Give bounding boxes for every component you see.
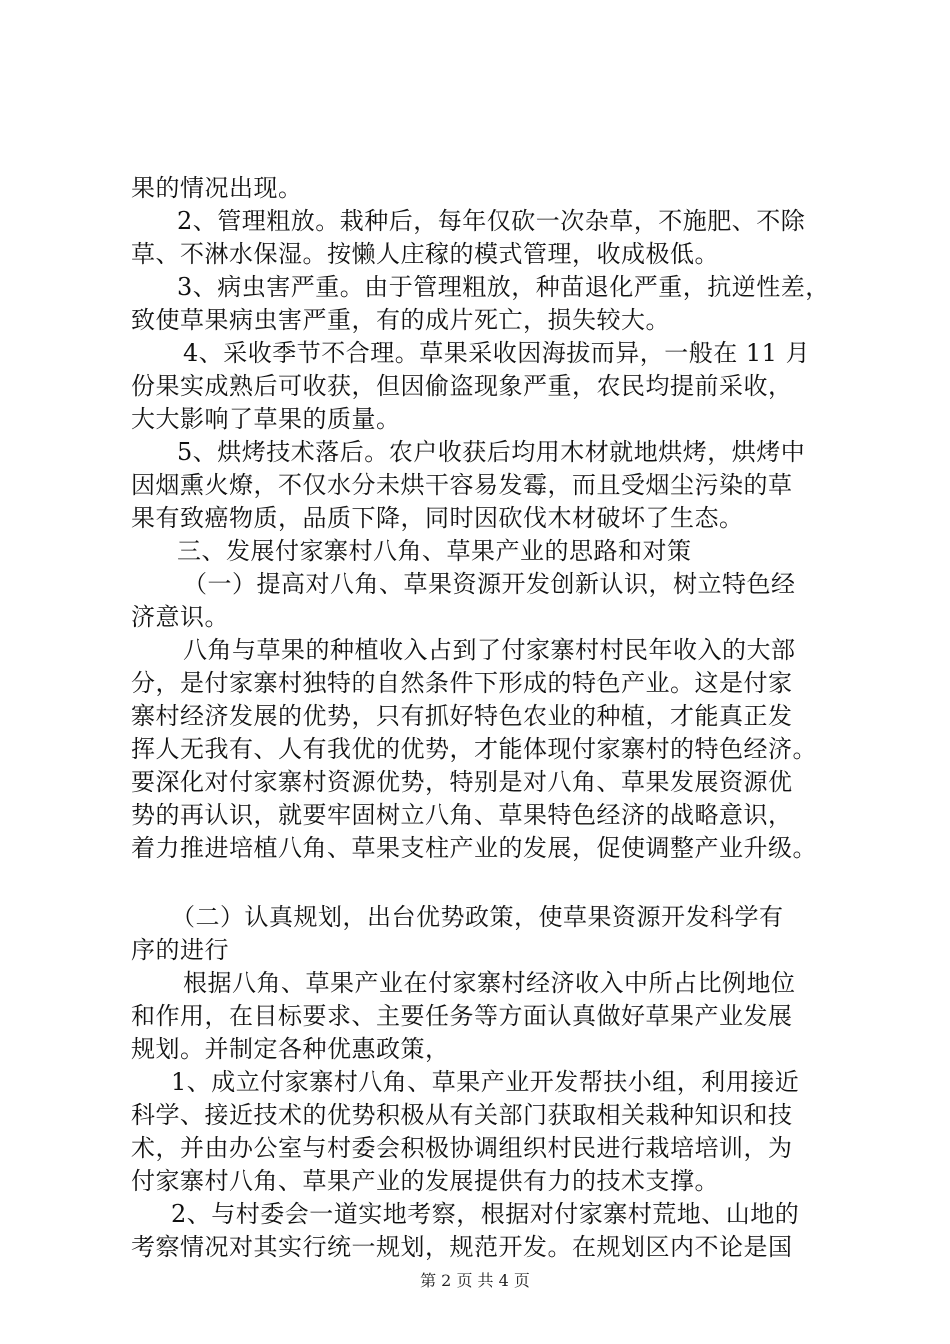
text-line: 致使草果病虫害严重，有的成片死亡，损失较大。 [131,306,670,334]
text-line: 因烟熏火燎，不仅水分未烘干容易发霉，而且受烟尘污染的草 [131,471,793,499]
text-line: 三、发展付家寨村八角、草果产业的思路和对策 [177,537,692,565]
text-line: 草、不淋水保湿。按懒人庄稼的模式管理，收成极低。 [131,240,719,268]
text-line: 要深化对付家寨村资源优势，特别是对八角、草果发展资源优 [131,768,793,796]
text-line: 果的情况出现。 [131,174,303,202]
text-line: 1、成立付家寨村八角、草果产业开发帮扶小组，利用接近 [171,1068,800,1096]
text-line: 2、管理粗放。栽种后，每年仅砍一次杂草，不施肥、不除 [177,207,806,235]
text-line: 和作用，在目标要求、主要任务等方面认真做好草果产业发展 [131,1002,793,1030]
paragraph-gap [131,865,836,901]
text-line: 4、采收季节不合理。草果采收因海拔而异，一般在 11 月 [183,339,811,367]
text-line: 济意识。 [131,603,229,631]
text-line: 3、病虫害严重。由于管理粗放，种苗退化严重，抗逆性差， [177,273,830,301]
text-line: 寨村经济发展的优势，只有抓好特色农业的种植，才能真正发 [131,702,793,730]
text-line: 付家寨村八角、草果产业的发展提供有力的技术支撑。 [131,1167,719,1195]
text-line: 势的再认识，就要牢固树立八角、草果特色经济的战略意识， [131,801,793,829]
text-line: 大大影响了草果的质量。 [131,405,401,433]
text-line: 挥人无我有、人有我优的优势，才能体现付家寨村的特色经济。 [131,735,817,763]
text-line: 果有致癌物质，品质下降，同时因砍伐木材破坏了生态。 [131,504,744,532]
text-line: 考察情况对其实行统一规划，规范开发。在规划区内不论是国 [131,1233,793,1261]
text-line: 份果实成熟后可收获，但因偷盗现象严重，农民均提前采收， [131,372,793,400]
text-line: 八角与草果的种植收入占到了付家寨村村民年收入的大部 [183,636,796,664]
text-line: 着力推进培植八角、草果支柱产业的发展，促使调整产业升级。 [131,834,817,862]
text-line: 根据八角、草果产业在付家寨村经济收入中所占比例地位 [183,969,796,997]
text-line: 术，并由办公室与村委会积极协调组织村民进行栽培培训，为 [131,1134,793,1162]
page-footer: 第 2 页 共 4 页 [420,1271,530,1290]
text-line: 2、与村委会一道实地考察，根据对付家寨村荒地、山地的 [171,1200,800,1228]
text-line: 5、烘烤技术落后。农户收获后均用木材就地烘烤，烘烤中 [177,438,806,466]
text-line: 序的进行 [131,936,229,964]
text-line: （一）提高对八角、草果资源开发创新认识，树立特色经 [183,570,796,598]
document-body [131,172,836,1264]
text-line: 分，是付家寨村独特的自然条件下形成的特色产业。这是付家 [131,669,793,697]
text-line: （二）认真规划，出台优势政策，使草果资源开发科学有 [171,903,784,931]
text-line: 规划。并制定各种优惠政策， [131,1035,450,1063]
text-line: 科学、接近技术的优势积极从有关部门获取相关栽种知识和技 [131,1101,793,1129]
